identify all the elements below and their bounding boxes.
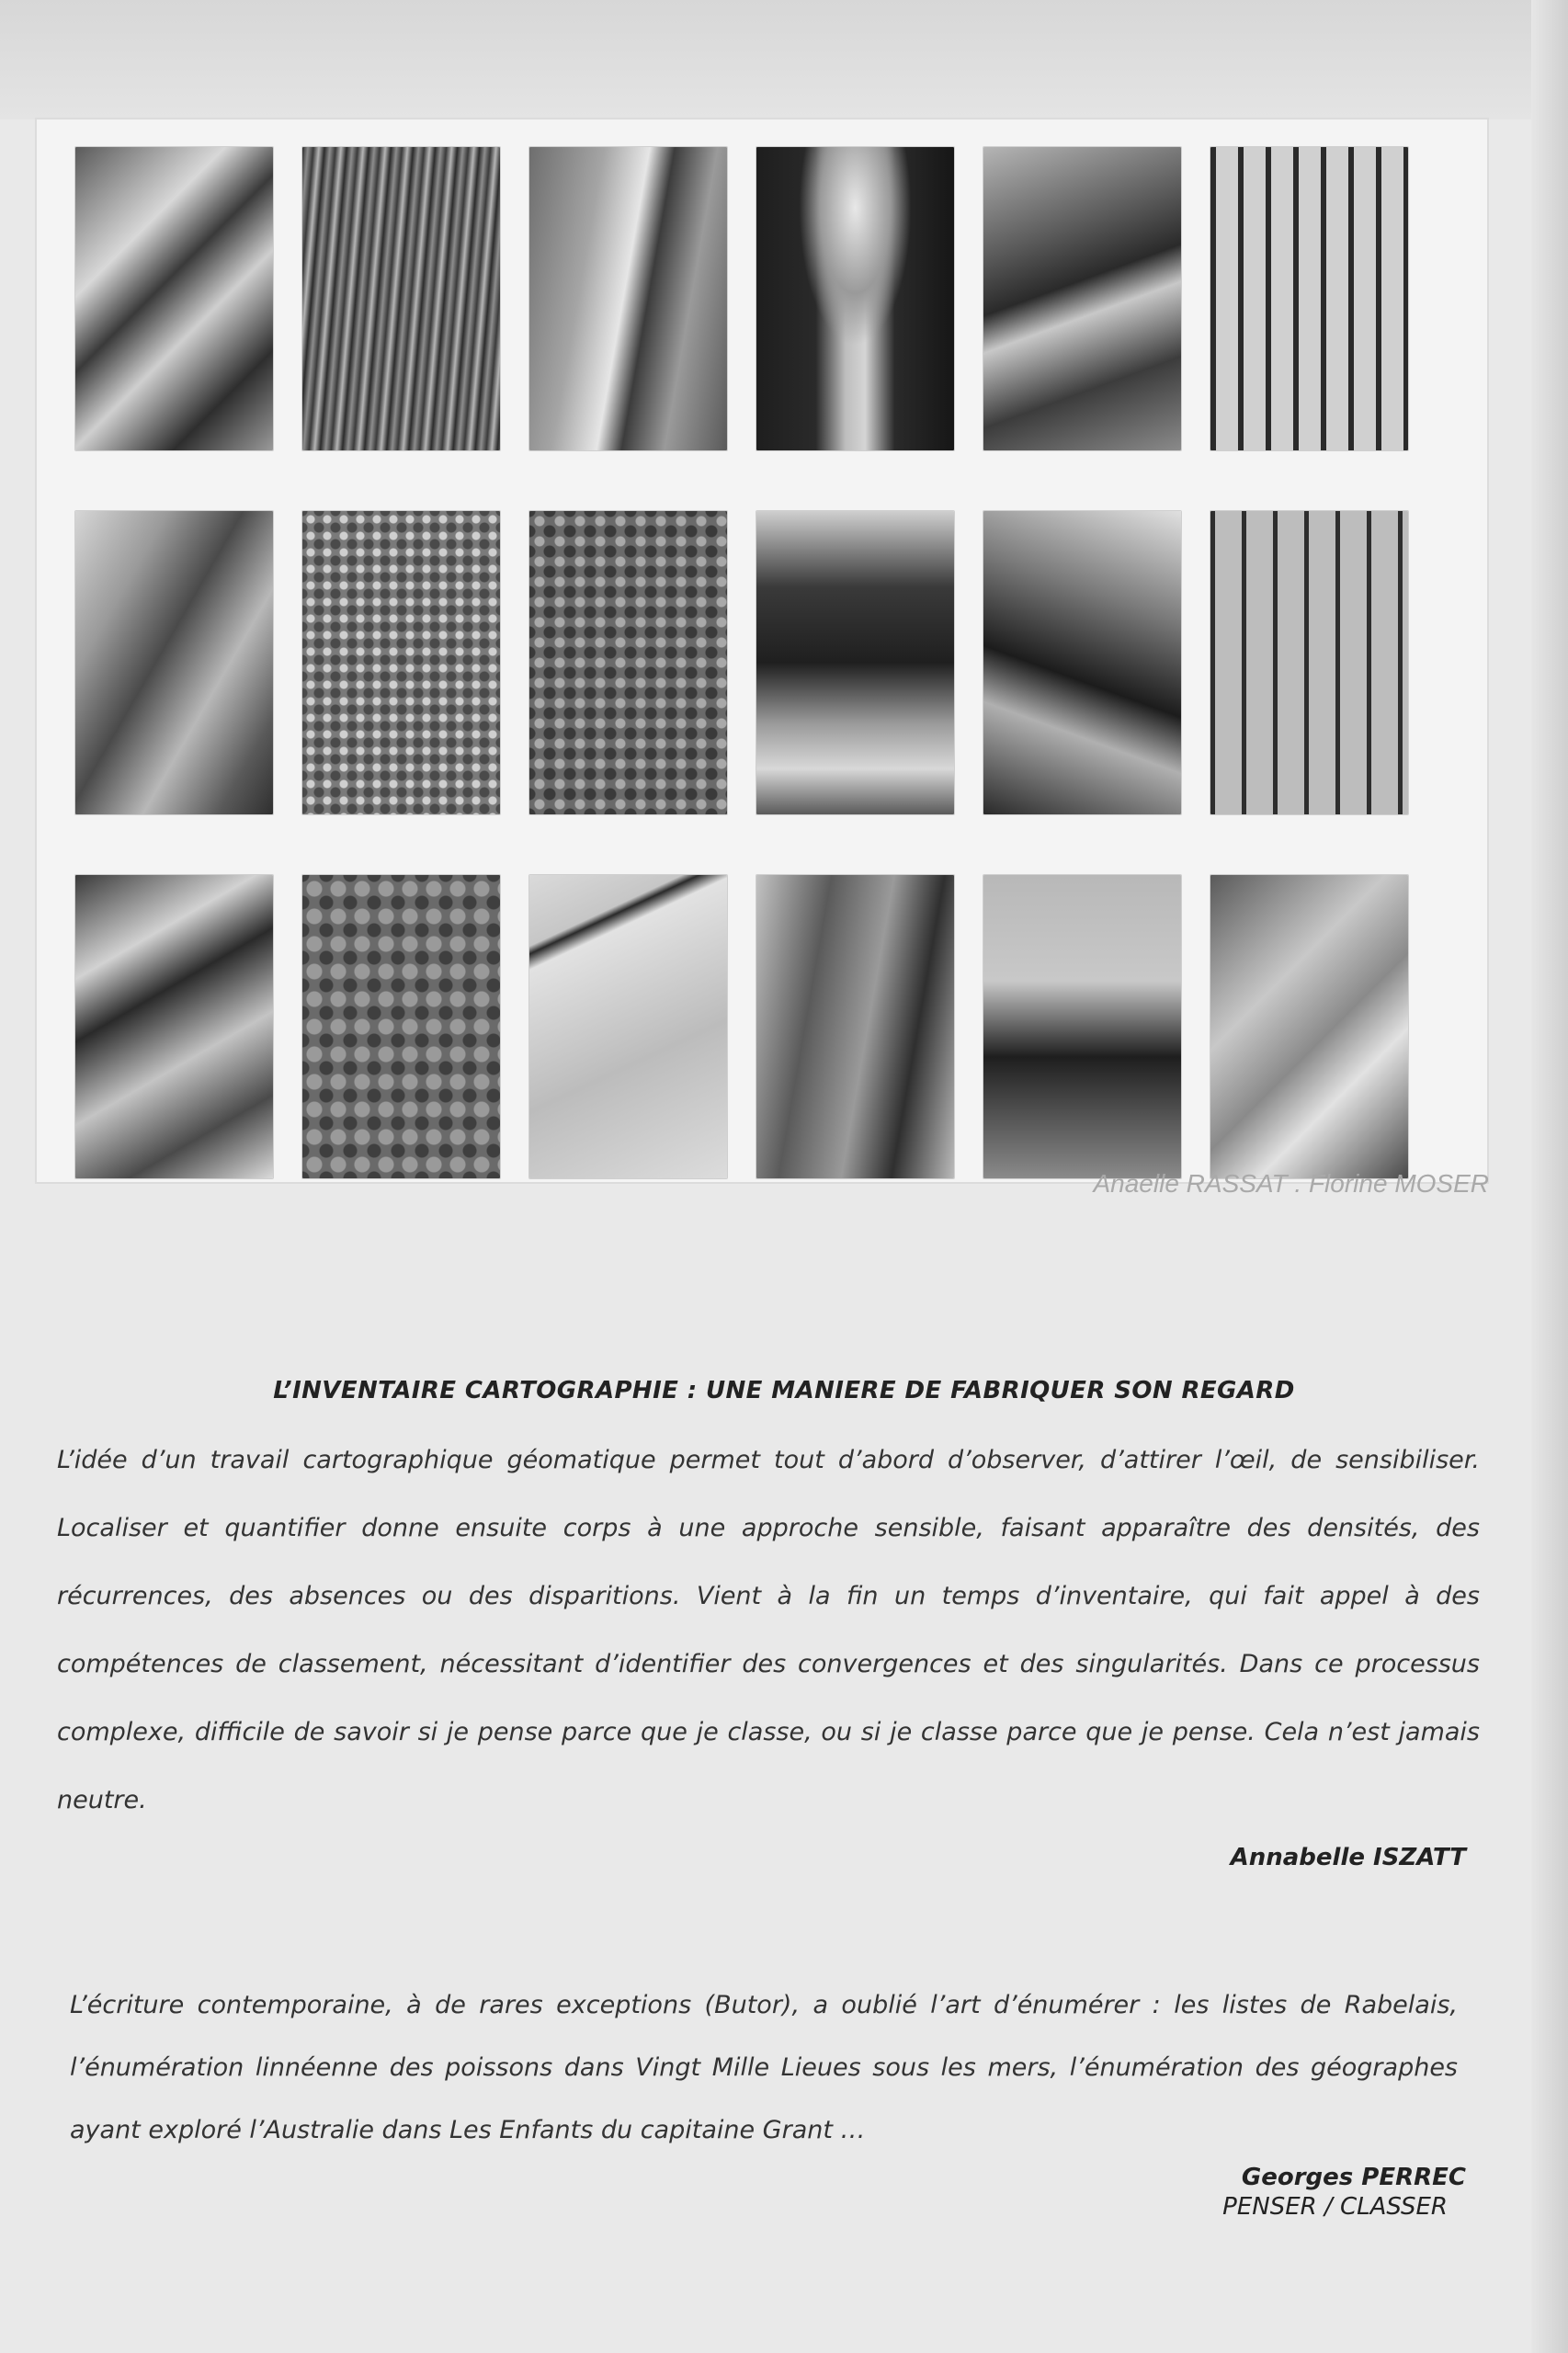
photo-tree-trunk — [529, 147, 727, 450]
photo-graves-and-grass — [1210, 875, 1408, 1178]
photo-wrought-iron-shadow — [75, 875, 273, 1178]
photo-path-edge — [756, 875, 954, 1178]
photo-shadow-on-slab — [983, 875, 1181, 1178]
section-title: L’INVENTAIRE CARTOGRAPHIE : UNE MANIERE DE FABRIQUER SON REGARD — [273, 1377, 1295, 1404]
photo-marble-slab — [529, 875, 727, 1178]
photo-cypress-alley — [756, 511, 954, 814]
photo-poster — [35, 118, 1489, 1184]
quote-author: Georges PERREC — [1241, 2164, 1466, 2191]
quote-source: PENSER / CLASSER — [1222, 2193, 1448, 2221]
photo-ivy-leaves — [302, 511, 500, 814]
photo-tomb-railing — [1210, 511, 1408, 814]
wall-top-band — [0, 0, 1568, 119]
photo-crosses — [983, 511, 1181, 814]
page-right-edge — [1531, 0, 1568, 2353]
photo-iron-gate — [1210, 147, 1408, 450]
quote-paragraph: L’écriture contemporaine, à de rares exceptions (Butor), a oublié l’art d’énumérer : les listes de Rabelais, l’énumération linnéenne des poissons dans Vingt Mille Lieues sous les mers, l’énumération des géographes ayant exploré l’Australie dans Les Enfants du capitaine Grant … — [70, 1991, 1458, 2144]
photo-stone-shadow — [75, 511, 273, 814]
photo-credit: Anaelle RASSAT . Florine MOSER — [1093, 1169, 1489, 1198]
photo-cemetery-alley — [756, 147, 954, 450]
photo-tree-bark — [302, 147, 500, 450]
photo-chain-and-cross — [983, 147, 1181, 450]
body-author: Annabelle ISZATT — [1230, 1844, 1466, 1871]
photo-fallen-leaves — [529, 511, 727, 814]
photo-rough-stone — [302, 875, 500, 1178]
photo-grid — [75, 147, 1408, 1178]
body-paragraph: L’idée d’un travail cartographique géomatique permet tout d’abord d’observer, d’attirer l’œil, de sensibiliser. Localiser et quantifier donne ensuite corps à une approche sensible, faisant apparaître des densités, des récurrences, des absences ou des disparitions. Vient à la fin un temps d’inventaire, qui fait appel à des compétences de classement, nécessitant d’identifier des convergences et des singularités. Dans ce processus complexe, difficile de savoir si je pense parce que je classe, ou si je classe parce que je pense. Cela n’est jamais neutre. — [57, 1446, 1480, 1814]
photo-dappled-wall — [75, 147, 273, 450]
